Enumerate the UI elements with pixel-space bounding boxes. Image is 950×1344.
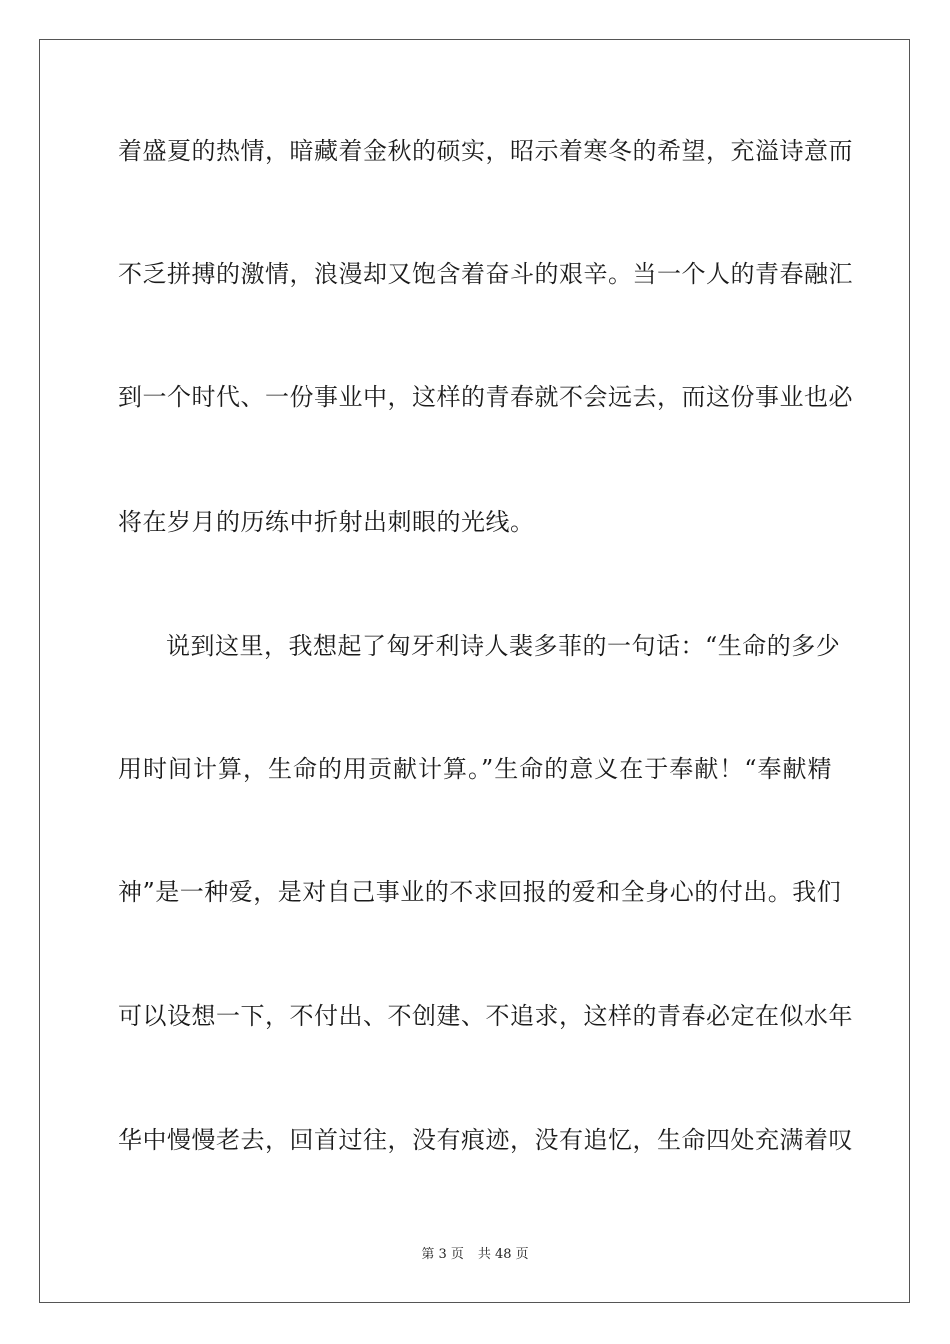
paragraph-line: 神”是一种爱，是对自己事业的不求回报的爱和全身心的付出。我们 <box>118 878 842 906</box>
paragraph-line: 说到这里，我想起了匈牙利诗人裴多菲的一句话：“生命的多少 <box>166 632 841 660</box>
paragraph-line: 不乏拼搏的激情，浪漫却又饱含着奋斗的艰辛。当一个人的青春融汇 <box>118 260 853 288</box>
paragraph-line: 到一个时代、一份事业中，这样的青春就不会远去，而这份事业也必 <box>118 383 853 411</box>
page-footer <box>0 1247 950 1263</box>
page-border <box>39 39 910 1303</box>
paragraph-line: 华中慢慢老去，回首过往，没有痕迹，没有追忆，生命四处充满着叹 <box>118 1126 853 1154</box>
paragraph-line: 着盛夏的热情，暗藏着金秋的硕实，昭示着寒冬的希望，充溢诗意而 <box>118 137 853 165</box>
page-number: 第 3 页 <box>421 1247 464 1262</box>
paragraph-line: 可以设想一下，不付出、不创建、不追求，这样的青春必定在似水年 <box>118 1002 853 1030</box>
page-total: 共 48 页 <box>477 1247 529 1262</box>
paragraph-line: 用时间计算，生命的用贡献计算。”生命的意义在于奉献！“奉献精 <box>118 755 832 783</box>
paragraph-line: 将在岁月的历练中折射出刺眼的光线。 <box>118 508 535 536</box>
